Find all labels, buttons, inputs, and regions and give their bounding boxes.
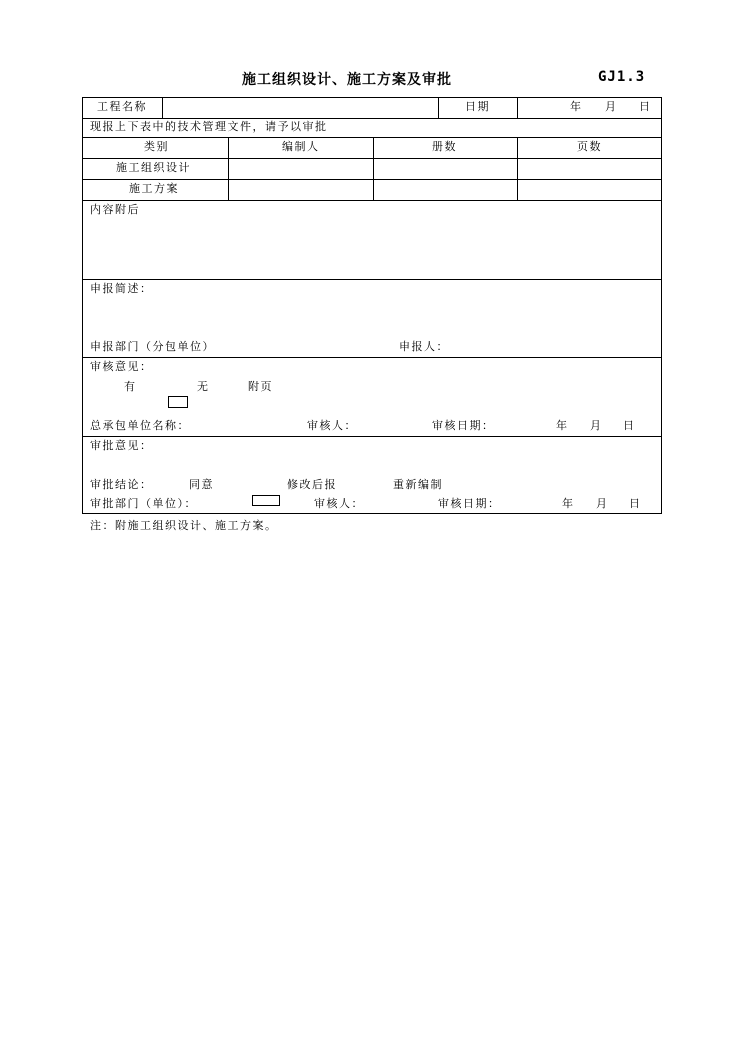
approval-department-label: 审批部门（单位）： [90, 497, 197, 510]
review-option-yes: 有 [124, 380, 137, 393]
page-title: 施工组织设计、施工方案及审批 [242, 72, 452, 88]
approval-option-revise: 修改后报 [287, 478, 337, 491]
row-divider [83, 118, 661, 119]
report-summary-label: 申报简述： [90, 282, 153, 295]
table-row-category: 施工方案 [129, 182, 179, 195]
report-department-label: 申报部门（分包单位） [90, 340, 215, 353]
approval-day-label: 日 [629, 497, 642, 510]
row-divider [83, 279, 661, 280]
review-option-attached: 附页 [248, 380, 273, 393]
approval-opinion-label: 审批意见： [90, 439, 153, 452]
column-divider [517, 137, 518, 200]
review-checkbox[interactable] [168, 396, 188, 408]
approval-date-label: 审核日期： [438, 497, 501, 510]
row-divider [83, 158, 661, 159]
approval-option-redo: 重新编制 [393, 478, 443, 491]
contractor-name-label: 总承包单位名称： [90, 419, 190, 432]
table-header-author: 编制人 [282, 140, 320, 153]
month-label: 月 [605, 100, 618, 113]
review-month-label: 月 [590, 419, 603, 432]
table-header-volumes: 册数 [432, 140, 457, 153]
row-divider [83, 436, 661, 437]
footnote: 注：附施工组织设计、施工方案。 [90, 519, 278, 532]
review-reviewer-label: 审核人： [307, 419, 357, 432]
row-divider [83, 179, 661, 180]
approval-option-agree: 同意 [189, 478, 214, 491]
approval-reviewer-label: 审核人： [314, 497, 364, 510]
column-divider [228, 137, 229, 200]
table-header-pages: 页数 [577, 140, 602, 153]
reporter-label: 申报人： [399, 340, 449, 353]
review-day-label: 日 [623, 419, 636, 432]
column-divider [517, 98, 518, 118]
column-divider [438, 98, 439, 118]
project-name-label: 工程名称 [97, 100, 147, 113]
column-divider [162, 98, 163, 118]
column-divider [373, 137, 374, 200]
content-label: 内容附后 [90, 203, 140, 216]
approval-month-label: 月 [596, 497, 609, 510]
day-label: 日 [639, 100, 652, 113]
submit-text: 现报上下表中的技术管理文件，请予以审批 [90, 120, 328, 133]
row-divider [83, 200, 661, 201]
form-code: GJ1.3 [598, 69, 646, 85]
review-opinion-label: 审核意见： [90, 360, 153, 373]
row-divider [83, 357, 661, 358]
table-row-category: 施工组织设计 [116, 161, 191, 174]
review-option-no: 无 [197, 380, 210, 393]
date-label: 日期 [465, 100, 490, 113]
approval-form [82, 97, 662, 514]
review-year-label: 年 [556, 419, 569, 432]
review-date-label: 审核日期： [432, 419, 495, 432]
table-header-category: 类别 [144, 140, 169, 153]
approval-checkbox[interactable] [252, 495, 280, 506]
approval-conclusion-label: 审批结论： [90, 478, 153, 491]
approval-year-label: 年 [562, 497, 575, 510]
year-label: 年 [570, 100, 583, 113]
row-divider [83, 137, 661, 138]
